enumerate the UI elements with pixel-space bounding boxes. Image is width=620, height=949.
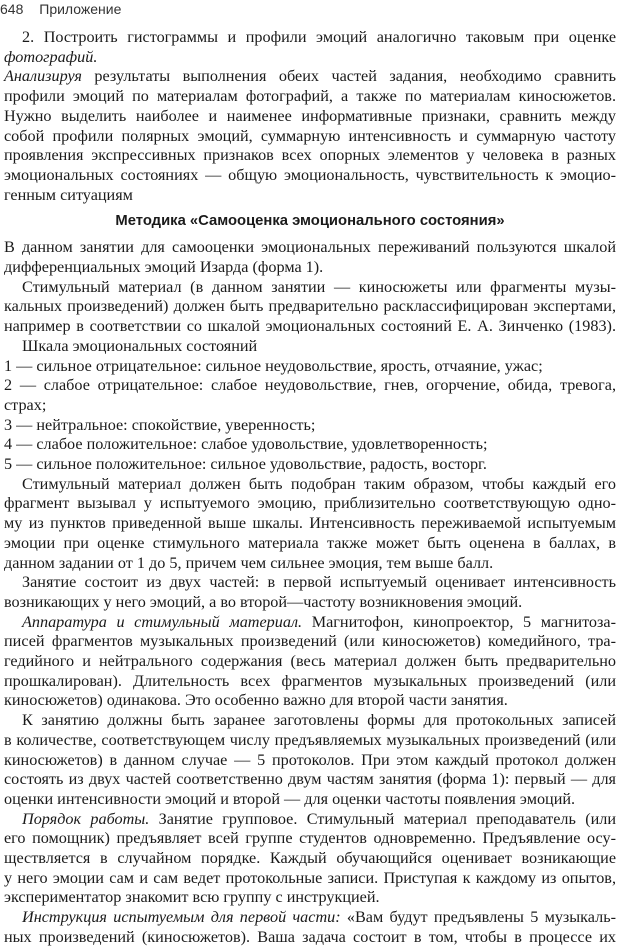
text-line: состоять из двух частей соответственно двум частям занятия (форма 1): первый — для [4, 770, 616, 789]
text-line: генным ситуациям [4, 185, 133, 204]
text-line: В данном занятии для самооценки эмоциональных переживаний пользуются шкалой [4, 238, 616, 257]
page-number: 648 [0, 1, 24, 17]
italic-run: Аппаратура и стимульный материал. [22, 612, 303, 631]
text-line: 2 — слабое отрицательное: слабое неудовольствие, гнев, огорчение, обида, тревога, [4, 376, 616, 395]
text-line: его помощник) предъявляет всей группе студентов одновременно. Предъявление осу- [4, 829, 616, 848]
text-line: данном задании от 1 до 5, причем чем сильнее эмоция, тем выше балл. [4, 553, 494, 572]
text-line: у него эмоции сам и сам ведет протокольные записи. Приступая к каждому из опытов, [4, 868, 616, 887]
text-line: профили эмоций по материалам фотографий, а также по материалам киносюжетов. [4, 87, 616, 106]
text-line: эмоциональных состояниях — общую эмоциональность, чувствительность к эмоцио- [4, 165, 616, 184]
section-heading: Методика «Самооценка эмоционального состояния» [115, 213, 505, 230]
text-line: ществляется в случайном порядке. Каждый обучающийся оценивает возникающие [4, 849, 616, 867]
section-title: Приложение [39, 1, 122, 17]
text-line: 5 — сильное положительное: сильное удовольствие, радость, восторг. [4, 455, 487, 473]
italic-run: Инструкция испытуемым для первой части: [22, 908, 341, 927]
text-line: 2. Построить гистограммы и профили эмоций аналогично таковым при оценке [22, 28, 616, 46]
text-line: гедийного и нейтрального содержания (весь материал должен быть предварительно [4, 652, 616, 670]
text-line: Стимульный материал должен быть подобран таким образом, чтобы каждый его [22, 474, 616, 493]
text-line: фрагмент вызывал у испытуемого эмоцию, приблизительно соответствующую одно- [4, 494, 616, 513]
text-line: 3 — нейтральное: спокойствие, уверенность; [4, 415, 316, 434]
text-run: Магнитофон, кинопроектор, 5 магнитоза- [302, 612, 616, 631]
text-line: Шкала эмоциональных состояний [22, 336, 258, 355]
text-line: К занятию должны быть заранее заготовлены формы для протокольных записей [22, 711, 616, 730]
text-line: ных произведений (киносюжетов). Ваша задача состоит в том, чтобы в процессе их [4, 927, 616, 946]
text-line: прошкалирован). Длительность всех фрагментов музыкальных произведений (или [4, 671, 616, 690]
text-run: «Вам будут предъявлены 5 музыкаль- [340, 908, 616, 927]
italic-run: Анализируя [4, 67, 82, 86]
text-line: дифференциальных эмоций Изарда (форма 1). [4, 258, 324, 276]
text-line: 1 — сильное отрицательное: сильное неудовольствие, ярость, отчаяние, ужас; [4, 356, 543, 375]
text-line: киносюжетов) в данном случае — 5 протоколов. При этом каждый протокол должен [4, 750, 616, 769]
text-line: му из пунктов приведенной выше шкалы. Интенсивность переживаемой испытуемым [4, 514, 616, 533]
text-line: фотографий. [4, 47, 98, 66]
text-line: проявления экспрессивных признаков всех опорных элементов у человека в разных [4, 146, 616, 165]
text-line: киносюжетов) одинакова. Это особенно важно для второй части занятия. [4, 691, 508, 710]
text-run: результаты выполнения обеих частей задания, необходимо сравнить [81, 67, 616, 86]
text-line: возникающих у него эмоций, а во второй—частоту возникновения эмоций. [4, 592, 523, 611]
text-line: Занятие состоит из двух частей: в первой испытуемый оценивает интенсивность [22, 573, 616, 592]
text-run: Занятие групповое. Стимульный материал преподаватель (или [149, 809, 617, 828]
text-line: в количестве, соответствующем числу предъявляемых музыкальных произведений (или [4, 730, 616, 749]
text-line: страх; [4, 395, 47, 414]
text-line: эмоции при оценке стимульного материала также может быть оценена в баллах, в [4, 533, 616, 552]
text-line: кальных произведений) должен быть предварительно расклассифицирован экспертами, [4, 297, 616, 316]
text-line: например в соответствии со шкалой эмоциональных состояний Е. А. Зинченко (1983). [4, 317, 616, 336]
text-line: писей фрагментов музыкальных произведений (или киносюжетов) комедийного, тра- [4, 632, 616, 651]
text-line: 4 — слабое положительное: слабое удовольствие, удовлетворенность; [4, 435, 488, 454]
italic-run: Порядок работы. [22, 809, 150, 828]
text-line: оценки интенсивности эмоций и второй — для оценки частоты появления эмоций. [4, 789, 576, 808]
running-header [0, 1, 121, 19]
text-line: собой профили полярных эмоций, суммарную интенсивность и суммарную частоту [4, 126, 616, 145]
text-line: экспериментатор знакомит всю группу с инструкцией. [4, 888, 380, 907]
text-line: Стимульный материал (в данном занятии — киносюжеты или фрагменты музы- [22, 277, 616, 296]
text-line: Нужно выделить наиболее и наименее информативные признаки, сравнить между [4, 106, 616, 125]
